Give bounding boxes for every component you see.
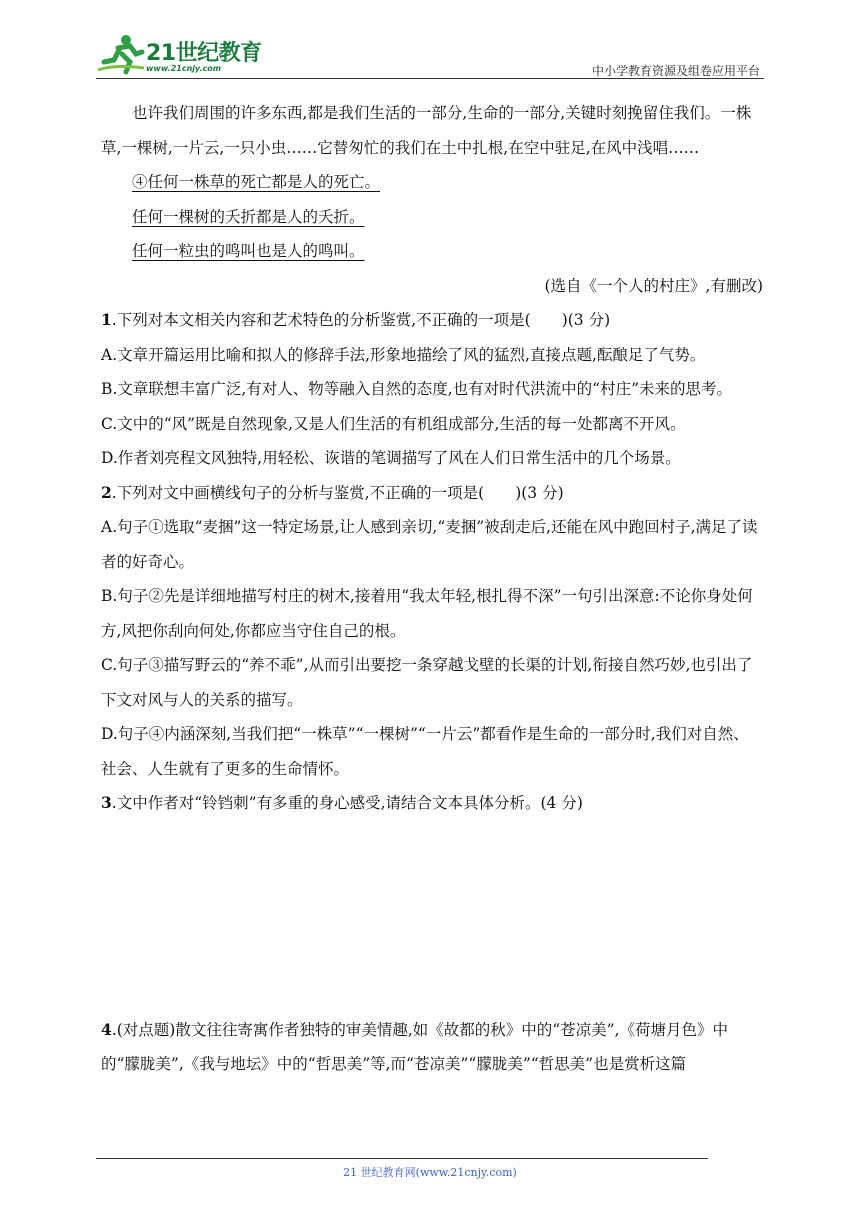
- underlined-text: ④任何一株草的死亡都是人的死亡。: [132, 173, 381, 191]
- question-1-option-d: D.作者刘亮程文风独特,用轻松、诙谐的笔调描写了风在人们日常生活中的几个场景。: [101, 449, 681, 467]
- underlined-text: 任何一粒虫的鸣叫也是人的鸣叫。: [132, 242, 365, 260]
- question-2-option-d: D.句子④内涵深刻,当我们把“一株草”“一棵树”“一片云”都看作是生命的一部分时,我们对自然、社会、人生就有了更多的生命情怀。: [101, 725, 749, 778]
- page-footer: 21 世纪教育网(www.21cnjy.com): [343, 1166, 517, 1179]
- answer-space: [101, 821, 763, 1013]
- question-text: .下列对本文相关内容和艺术特色的分析鉴赏,不正确的一项是( )(3 分): [111, 311, 611, 329]
- passage-paragraph: 也许我们周围的许多东西,都是我们生活的一部分,生命的一部分,关键时刻挽留住我们。一株草,一棵树,一片云,一只小虫……它替匆忙的我们在土中扎根,在空中驻足,在风中浅唱……: [101, 104, 752, 157]
- question-2-option-b: B.句子②先是详细地描写村庄的树木,接着用“我太年轻,根扎得不深”一句引出深意:不论你身处何方,风把你刮向何处,你都应当守住自己的根。: [101, 587, 753, 640]
- brand-logo: [96, 32, 266, 78]
- question-1-option-a: A.文章开篇运用比喻和拟人的修辞手法,形象地描绘了风的猛烈,直接点题,酝酿足了气势。: [101, 345, 706, 364]
- question-number: 4: [101, 1019, 112, 1039]
- logo-wordmark: 21世纪教育: [146, 41, 262, 66]
- question-text: .(对点题)散文往往寄寓作者独特的审美情趣,如《故都的秋》中的“苍凉美”,《荷塘月色》中的“朦胧美”,《我与地坛》中的“哲思美”等,而“苍凉美”“朦胧美”“哲思美”也是赏析这篇: [101, 1020, 729, 1073]
- question-2-option-c: C.句子③描写野云的“养不乖”,从而引出要挖一条穿越戈壁的长渠的计划,衔接自然巧妙,也引出了下文对风与人的关系的描写。: [101, 656, 753, 709]
- question-number: 3: [101, 793, 112, 812]
- underlined-text: 任何一棵树的夭折都是人的夭折。: [132, 207, 365, 226]
- runner-logo-icon: [96, 32, 148, 78]
- question-1-stem: [101, 303, 763, 338]
- underlined-sentence-4: [101, 165, 763, 200]
- footer-divider: [96, 1158, 708, 1159]
- question-number: 2: [101, 482, 112, 502]
- question-1-option-b: B.文章联想丰富广泛,有对人、物等融入自然的态度,也有对时代洪流中的“村庄”未来的思考。: [101, 380, 733, 398]
- question-3-stem: [101, 786, 763, 821]
- question-2-stem: [101, 476, 763, 511]
- logo-url: www.21cnjy.com: [146, 64, 222, 73]
- question-4-stem: [101, 1013, 763, 1082]
- header-divider: [96, 78, 764, 79]
- question-text: .文中作者对“铃铛刺”有多重的身心感受,请结合文本具体分析。(4 分): [111, 794, 583, 812]
- page-header: [96, 30, 764, 80]
- document-body: [101, 96, 763, 1082]
- passage-source: (选自《一个人的村庄》,有删改): [544, 276, 763, 295]
- underlined-sentence-4b: [101, 200, 763, 235]
- question-text: .下列对文中画横线句子的分析与鉴赏,不正确的一项是( )(3 分): [111, 483, 564, 502]
- question-number: 1: [101, 310, 112, 329]
- question-1-option-c: C.文中的“风”既是自然现象,又是人们生活的有机组成部分,生活的每一处都离不开风。: [101, 414, 686, 433]
- underlined-sentence-4c: [101, 234, 763, 269]
- question-2-option-a: A.句子①选取“麦捆”这一特定场景,让人感到亲切,“麦捆”被刮走后,还能在风中跑回村子,满足了读者的好奇心。: [101, 518, 758, 571]
- header-tagline: 中小学教育资源及组卷应用平台: [591, 64, 760, 78]
